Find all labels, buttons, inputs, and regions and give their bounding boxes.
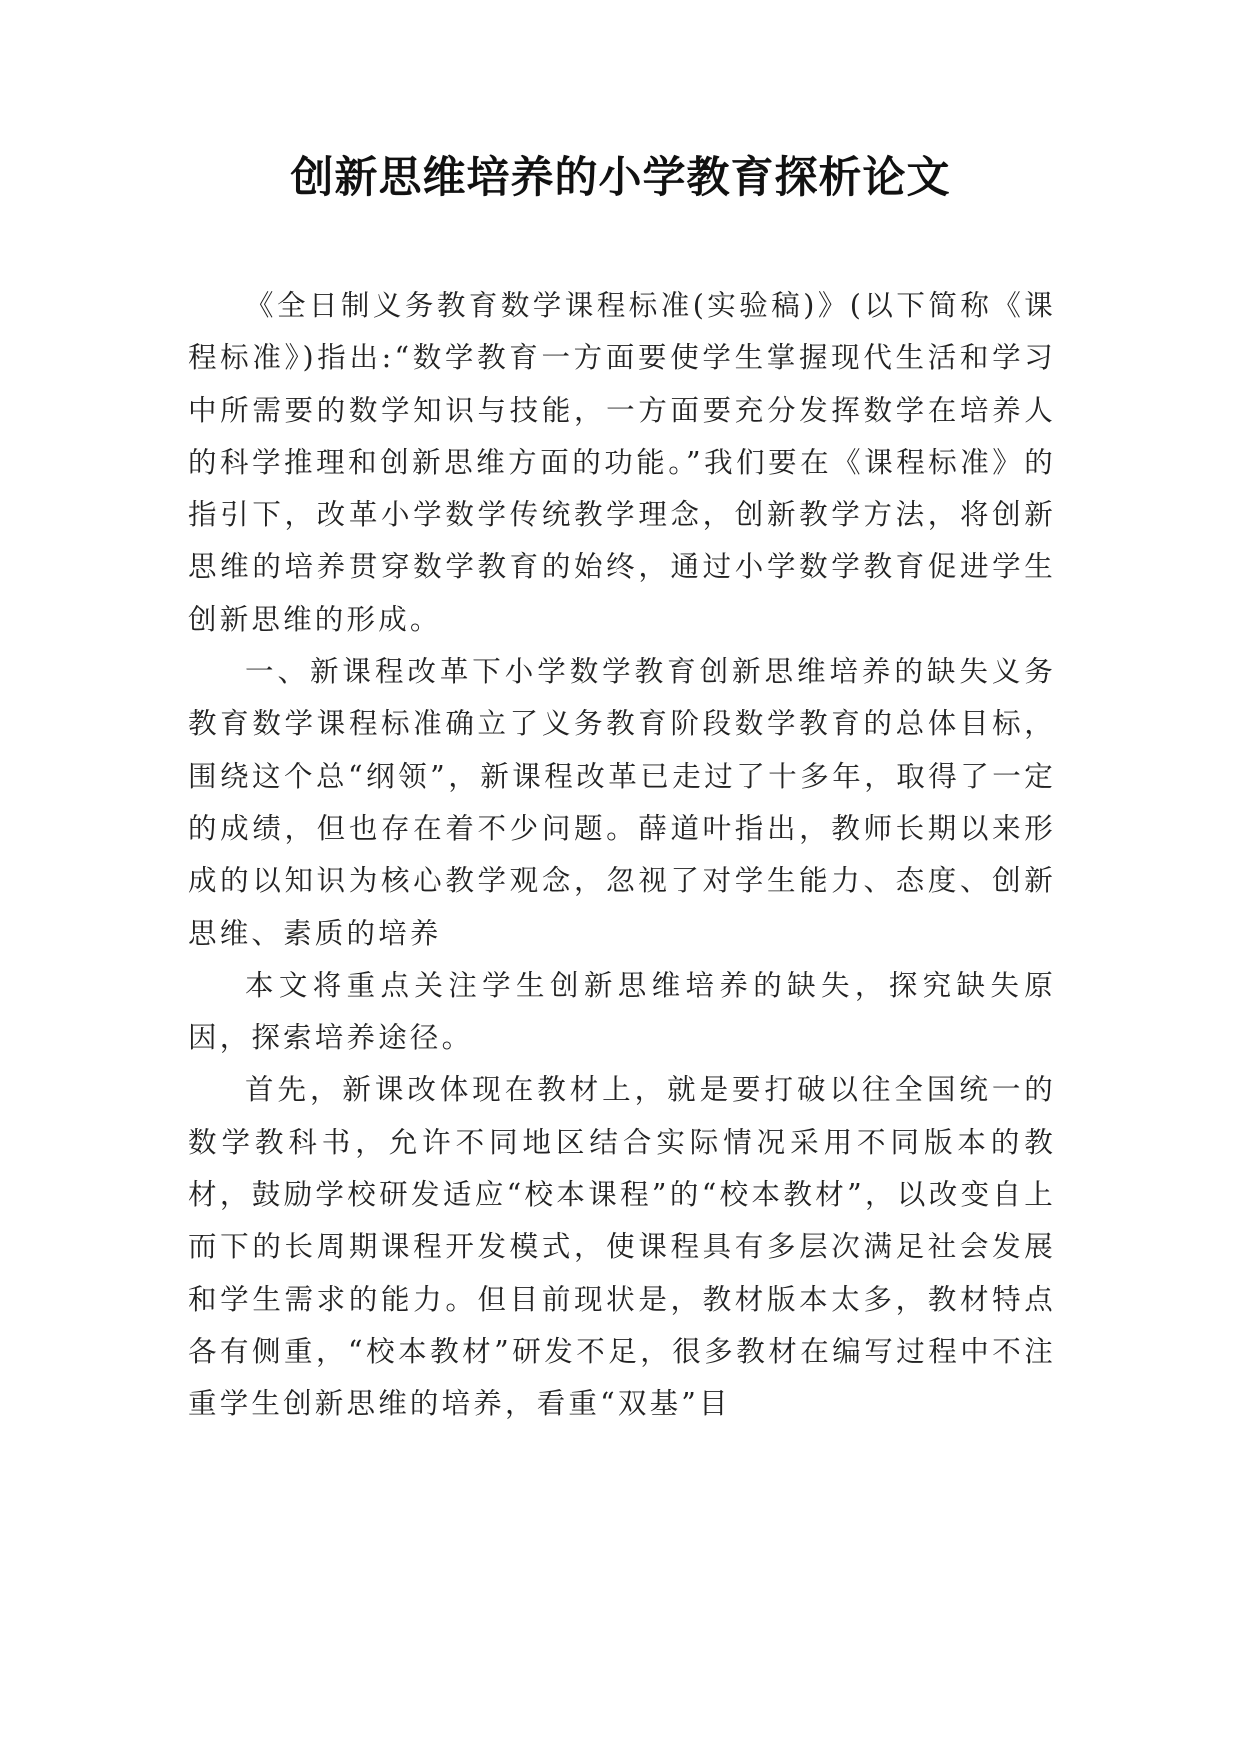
paragraph-intro: 《全日制义务教育数学课程标准(实验稿)》(以下简称《课程标准》)指出:“数学教育一方面要使学生掌握现代生活和学习中所需要的数学知识与技能，一方面要充分发挥数学在培养人的科学推理和创新思维方面的功能。”我们要在《课程标准》的指引下，改革小学数学传统教学理念，创新教学方法，将创新思维的培养贯穿数学教育的始终，通过小学数学教育促进学生创新思维的形成。 <box>188 289 1056 636</box>
document-title: 创新思维培养的小学教育探析论文 <box>290 153 951 203</box>
paragraph-section-one: 一、新课程改革下小学数学教育创新思维培养的缺失义务教育数学课程标准确立了义务教育阶段数学教育的总体目标，围绕这个总“纲领”，新课程改革已走过了十多年，取得了一定的成绩，但也存在着不少问题。薛道叶指出，教师长期以来形成的以知识为核心教学观念，忽视了对学生能力、态度、创新思维、素质的培养 <box>188 655 1056 950</box>
paragraph-focus: 本文将重点关注学生创新思维培养的缺失，探究缺失原因，探索培养途径。 <box>188 968 1056 1055</box>
document-body <box>188 280 1056 1431</box>
paragraph-textbooks: 首先，新课改体现在教材上，就是要打破以往全国统一的数学教科书，允许不同地区结合实际情况采用不同版本的教材，鼓励学校研发适应“校本课程”的“校本教材”，以改变自上而下的长周期课程开发模式，使课程具有多层次满足社会发展和学生需求的能力。但目前现状是，教材版本太多，教材特点各有侧重，“校本教材”研发不足，很多教材在编写过程中不注重学生创新思维的培养，看重“双基”目 <box>188 1073 1056 1421</box>
